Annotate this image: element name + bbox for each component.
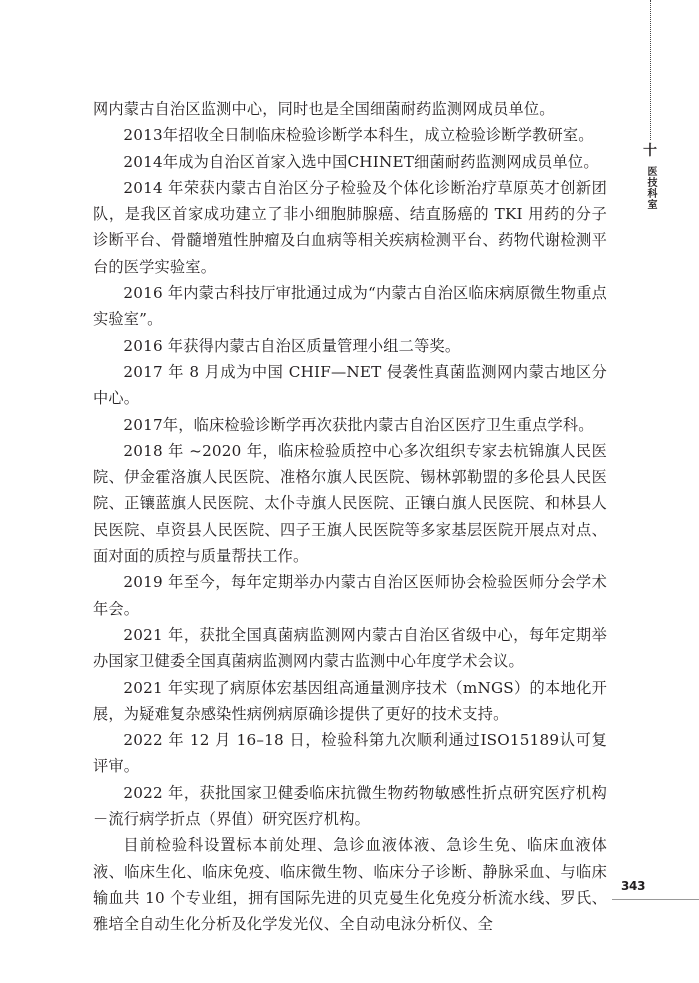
paragraph: 2022 年，获批国家卫健委临床抗微生物药物敏感性折点研究医疗机构－流行病学折点（界值）研究医疗机构。	[93, 783, 607, 829]
paragraph: 2013年招收全日制临床检验诊断学本科生，成立检验诊断学教研室。	[123, 126, 594, 145]
chapter-title: 医技科室	[645, 166, 656, 210]
paragraph: 2021 年，获批全国真菌病监测网内蒙古自治区省级中心，每年定期举办国家卫健委全国真菌病监测网内蒙古监测中心年度学术会议。	[93, 625, 607, 671]
paragraph: 2017年，临床检验诊断学再次获批内蒙古自治区医疗卫生重点学科。	[123, 415, 594, 434]
paragraph: 2017 年 8 月成为中国 CHIF—NET 侵袭性真菌监测网内蒙古地区分中心。	[93, 362, 607, 408]
paragraph: 2018 年 ~2020 年，临床检验质控中心多次组织专家去杭锦旗人民医院、伊金霍洛旗人民医院、准格尔旗人民医院、锡林郭勒盟的多伦县人民医院、正镶蓝旗人民医院、太仆寺旗人民医院、正镶白旗人民医院、和林县人民医院、卓资县人民医院、四子王旗人民医院等多家基层医院开展点对点、面对面的质控与质量帮扶工作。	[93, 441, 607, 566]
page-number: 343	[621, 879, 646, 893]
side-dotted-rule	[650, 0, 651, 140]
page-number-rule	[612, 899, 699, 900]
paragraph: 2022 年 12 月 16–18 日，检验科第九次顺利通过ISO15189认可复评审。	[93, 731, 607, 776]
paragraph: 2014 年荣获内蒙古自治区分子检验及个体化诊断治疗草原英才创新团队，是我区首家成功建立了非小细胞肺腺癌、结直肠癌的 TKI 用药的分子诊断平台、骨髓增殖性肿瘤及白血病等相关疾病检测平台、药物代谢检测平台的医学实验室。	[93, 178, 607, 276]
paragraph: 2021 年实现了病原体宏基因组高通量测序技术（mNGS）的本地化开展，为疑难复杂感染性病例病原确诊提供了更好的技术支持。	[93, 678, 607, 723]
body-text	[93, 96, 607, 938]
paragraph: 2014年成为自治区首家入选中国CHINET细菌耐药监测网成员单位。	[123, 152, 599, 171]
paragraph: 2016 年获得内蒙古自治区质量管理小组二等奖。	[123, 336, 461, 355]
paragraph: 目前检验科设置标本前处理、急诊血液体液、急诊生免、临床血液体液、临床生化、临床免疫、临床微生物、临床分子诊断、静脉采血、与临床输血共 10 个专业组，拥有国际先进的贝克曼生化免疫分析流水线、罗氏、雅培全自动生化分析及化学发光仪、全自动电泳分析仪、全	[93, 836, 607, 934]
paragraph: 2016 年内蒙古科技厅审批通过成为“内蒙古自治区临床病原微生物重点实验室”。	[93, 284, 607, 329]
chapter-number: 十	[643, 143, 657, 159]
paragraph: 网内蒙古自治区监测中心，同时也是全国细菌耐药监测网成员单位。	[93, 100, 555, 118]
paragraph: 2019 年至今，每年定期举办内蒙古自治区医师协会检验医师分会学术年会。	[93, 573, 607, 618]
